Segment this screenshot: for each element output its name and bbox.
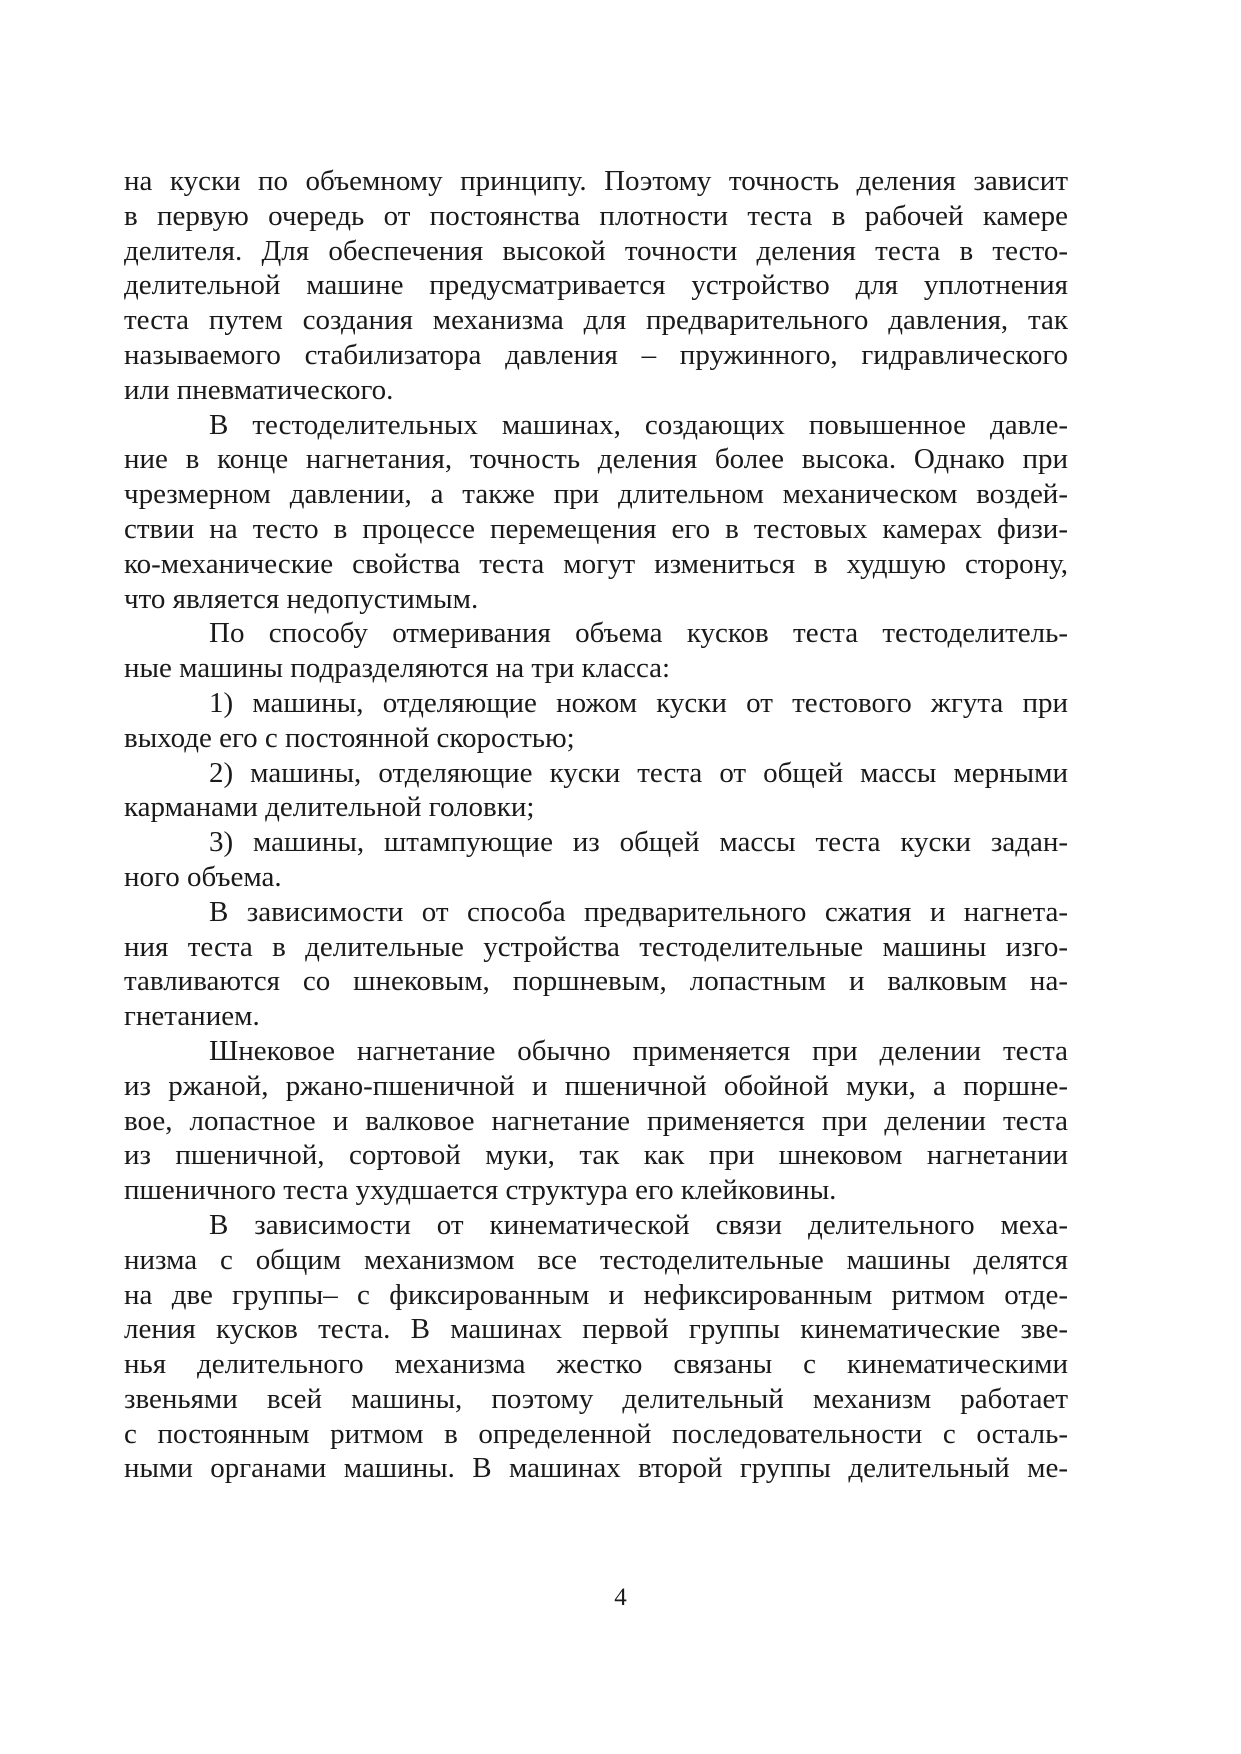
paragraph — [124, 756, 1068, 826]
text-line: теста путем создания механизма для предварительного давления, так — [124, 304, 1068, 337]
text-line: нья делительного механизма жестко связаны с кинематическими — [124, 1348, 1068, 1381]
text-line: что является недопустимым. — [124, 582, 479, 615]
text-line: В зависимости от способа предварительного сжатия и нагнета- — [209, 895, 1068, 928]
text-line: ления кусков теста. В машинах первой группы кинематические зве- — [124, 1313, 1068, 1346]
text-line: ного объема. — [124, 860, 282, 893]
text-line: низма с общим механизмом все тестоделительные машины делятся — [124, 1243, 1068, 1276]
text-line: 3) машины, штампующие из общей массы теста куски задан- — [209, 826, 1068, 859]
text-line: ные машины подразделяются на три класса: — [124, 652, 671, 685]
text-line: звеньями всей машины, поэтому делительный механизм работает — [124, 1382, 1068, 1415]
text-line: пшеничного теста ухудшается структура его клейковины. — [124, 1174, 837, 1207]
paragraph — [124, 164, 1068, 408]
text-line: 1) машины, отделяющие ножом куски от тестового жгута при — [209, 686, 1068, 719]
text-line: выходе его с постоянной скоростью; — [124, 721, 575, 754]
paragraph — [124, 408, 1068, 617]
text-line: вое, лопастное и валковое нагнетание применяется при делении теста — [124, 1104, 1068, 1137]
paragraph — [124, 895, 1068, 1034]
text-line: на две группы– с фиксированным и нефиксированным ритмом отде- — [124, 1278, 1068, 1311]
text-line: В зависимости от кинематической связи делительного меха- — [209, 1208, 1068, 1241]
text-line: ния теста в делительные устройства тестоделительные машины изго- — [124, 930, 1068, 963]
text-line: в первую очередь от постоянства плотности теста в рабочей камере — [124, 199, 1068, 232]
paragraph — [124, 1208, 1068, 1486]
text-line: с постоянным ритмом в определенной последовательности с осталь- — [124, 1417, 1068, 1450]
text-line: называемого стабилизатора давления – пружинного, гидравлического — [124, 338, 1068, 371]
text-line: тавливаются со шнековым, поршневым, лопастным и валковым на- — [124, 965, 1068, 998]
text-line: ными органами машины. В машинах второй группы делительный ме- — [124, 1452, 1068, 1485]
paragraph — [124, 825, 1068, 895]
text-line: ствии на тесто в процессе перемещения его в тестовых камерах физи- — [124, 512, 1068, 545]
text-line: на куски по объемному принципу. Поэтому точность деления зависит — [124, 165, 1068, 197]
text-line: карманами делительной головки; — [124, 791, 535, 824]
paragraph — [124, 1034, 1068, 1208]
text-line: В тестоделительных машинах, создающих повышенное давле- — [209, 408, 1068, 441]
text-line: 2) машины, отделяющие куски теста от общей массы мерными — [209, 756, 1068, 789]
text-line: из пшеничной, сортовой муки, так как при шнековом нагнетании — [124, 1139, 1068, 1172]
text-line: По способу отмеривания объема кусков теста тестоделитель- — [209, 617, 1068, 650]
text-line: делителя. Для обеспечения высокой точности деления теста в тесто- — [124, 234, 1068, 267]
paragraph — [124, 616, 1068, 686]
text-line: ние в конце нагнетания, точность деления более высока. Однако при — [124, 443, 1068, 476]
text-line: чрезмерном давлении, а также при длительном механическом воздей- — [124, 478, 1068, 511]
paragraph — [124, 686, 1068, 756]
text-line: Шнековое нагнетание обычно применяется при делении теста — [209, 1034, 1068, 1067]
text-line: ко-механические свойства теста могут измениться в худшую сторону, — [124, 547, 1068, 580]
text-line: гнетанием. — [124, 1000, 260, 1033]
text-line: делительной машине предусматривается устройство для уплотнения — [124, 269, 1068, 302]
body-text — [124, 164, 1068, 1486]
text-line: или пневматического. — [124, 373, 394, 406]
text-line: из ржаной, ржано-пшеничной и пшеничной обойной муки, а поршне- — [124, 1069, 1068, 1102]
page-number: 4 — [614, 1584, 627, 1611]
